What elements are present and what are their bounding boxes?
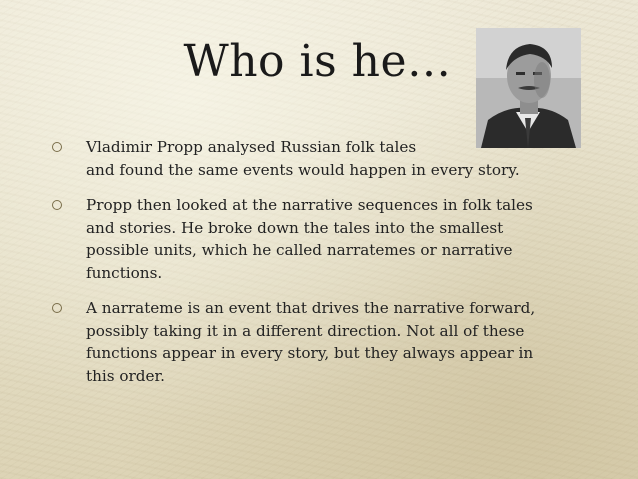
bullet-text-line: functions. — [86, 263, 163, 282]
bullet-item — [52, 297, 612, 387]
portrait-photo — [476, 28, 581, 148]
bullet-circle-icon — [52, 142, 62, 152]
bullet-circle-icon — [52, 303, 62, 313]
bullet-text-line: functions appear in every story, but they always appear in — [86, 344, 534, 362]
bullet-text-line: this order. — [86, 366, 165, 385]
portrait-photo-image — [476, 28, 581, 148]
bullet-circle-icon — [52, 200, 62, 210]
bullet-list — [52, 136, 612, 387]
bullet-text-line: possible units, which he called narratemes or narrative — [86, 241, 513, 259]
bullet-text-line: A narrateme is an event that drives the narrative forward, — [86, 299, 536, 317]
bullet-item — [52, 136, 612, 181]
slide-title: Who is he… — [183, 36, 452, 87]
bullet-text-line: and stories. He broke down the tales into the smallest — [86, 218, 504, 237]
bullet-text-line: and found the same events would happen in every story. — [86, 160, 520, 179]
bullet-text-line: Vladimir Propp analysed Russian folk tales — [86, 138, 417, 156]
bullet-item — [52, 194, 612, 284]
bullet-text-line: Propp then looked at the narrative sequences in folk tales — [86, 196, 533, 214]
bullet-text-line: possibly taking it in a different direction. Not all of these — [86, 321, 525, 340]
